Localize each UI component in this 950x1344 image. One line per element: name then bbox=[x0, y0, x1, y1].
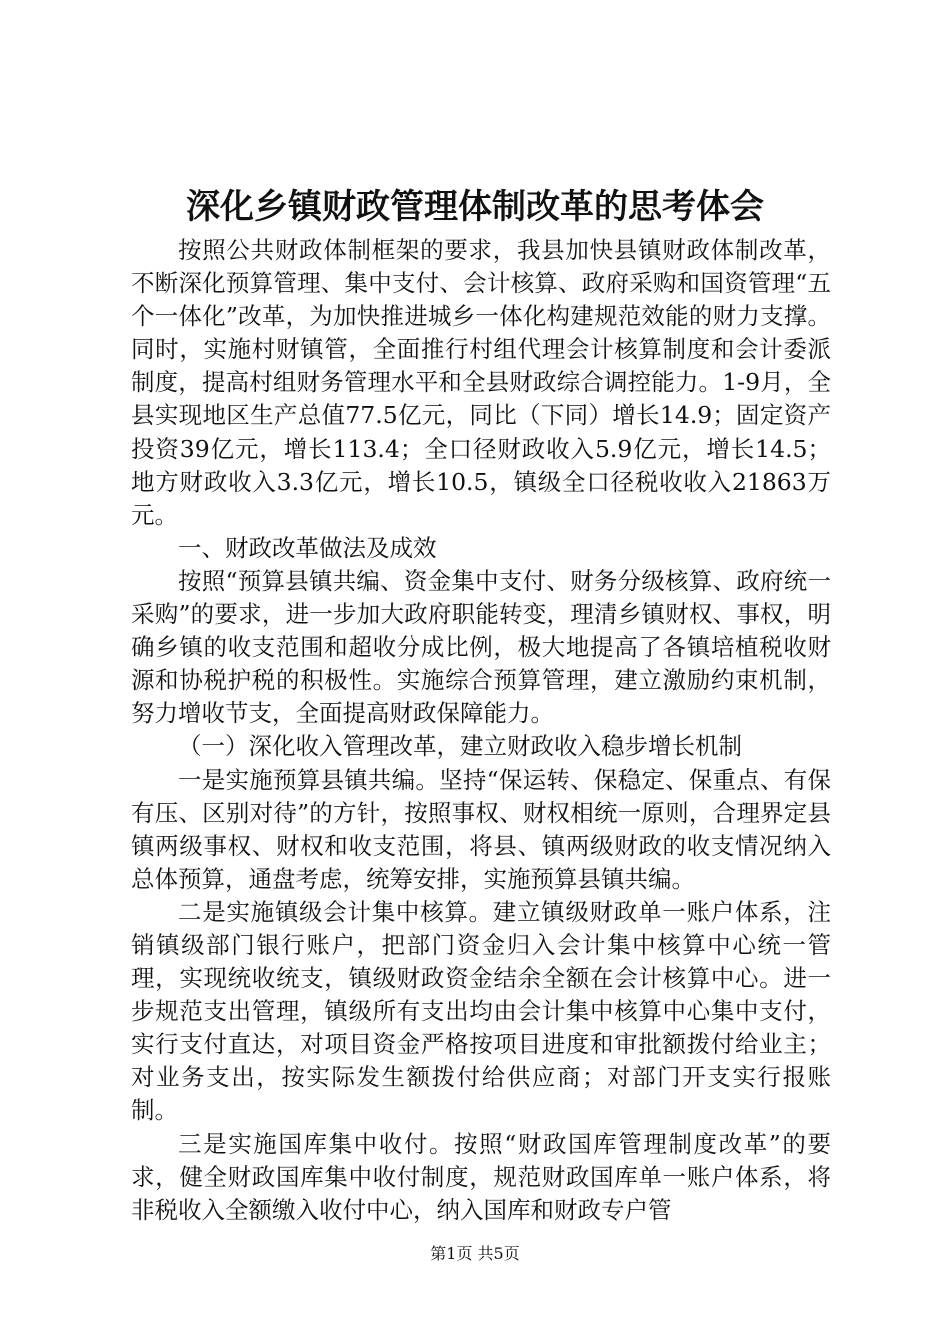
paragraph-item-2: 二是实施镇级会计集中核算。建立镇级财政单一账户体系，注销镇级部门银行账户，把部门资金归入会计集中核算中心统一管理，实现统收统支，镇级财政资金结余全额在会计核算中心。进一步规范支出管理，镇级所有支出均由会计集中核算中心集中支付，实行支付直达，对项目资金严格按项目进度和审批额拨付给业主；对业务支出，按实际发生额拨付给供应商；对部门开支实行报账制。 bbox=[131, 897, 831, 1125]
page-number: 第1页 共5页 bbox=[430, 1244, 520, 1263]
paragraph-intro: 按照公共财政体制框架的要求，我县加快县镇财政体制改革，不断深化预算管理、集中支付、会计核算、政府采购和国资管理“五个一体化”改革，为加快推进城乡一体化构建规范效能的财力支撑。同时，实施村财镇管，全面推行村组代理会计核算制度和会计委派制度，提高村组财务管理水平和全县财政综合调控能力。1-9月，全县实现地区生产总值77.5亿元，同比（下同）增长14.9；固定资产投资39亿元，增长113.4；全口径财政收入5.9亿元，增长14.5；地方财政收入3.3亿元，增长10.5，镇级全口径税收收入21863万元。 bbox=[131, 236, 831, 529]
document-title: 深化乡镇财政管理体制改革的思考体会 bbox=[186, 187, 764, 227]
document-body bbox=[131, 234, 831, 1227]
paragraph-section-1: 按照“预算县镇共编、资金集中支付、财务分级核算、政府统一采购”的要求，进一步加大政府职能转变，理清乡镇财权、事权，明确乡镇的收支范围和超收分成比例，极大地提高了各镇培植税收财源和协税护税的积极性。实施综合预算管理，建立激励约束机制，努力增收节支，全面提高财政保障能力。 bbox=[131, 566, 831, 728]
paragraph-item-3: 三是实施国库集中收付。按照“财政国库管理制度改革”的要求，健全财政国库集中收付制度，规范财政国库单一账户体系，将非税收入全额缴入收付中心，纳入国库和财政专户管 bbox=[131, 1129, 831, 1224]
subsection-heading-1: （一）深化收入管理改革，建立财政收入稳步增长机制 bbox=[178, 732, 742, 761]
paragraph-item-1: 一是实施预算县镇共编。坚持“保运转、保稳定、保重点、有保有压、区别对待”的方针，按照事权、财权相统一原则，合理界定县镇两级事权、财权和收支范围，将县、镇两级财政的收支情况纳入总体预算，通盘考虑，统筹安排，实施预算县镇共编。 bbox=[131, 765, 831, 893]
section-heading-1: 一、财政改革做法及成效 bbox=[178, 533, 437, 562]
